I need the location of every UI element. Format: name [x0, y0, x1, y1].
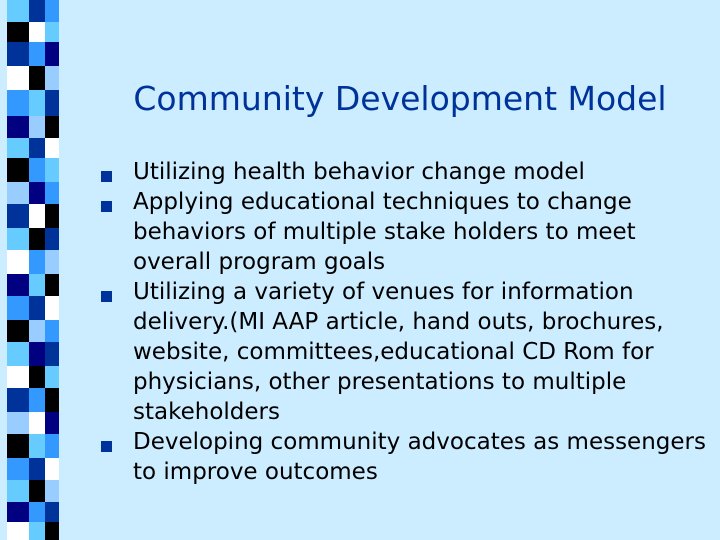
- bullet-item: [101, 277, 711, 427]
- square-bullet-icon: [101, 291, 112, 302]
- bullet-text: Applying educational techniques to change behaviors of multiple stake holders to meet overall program goals: [133, 189, 636, 275]
- bullet-list: [101, 157, 711, 487]
- square-bullet-icon: [101, 171, 112, 182]
- square-bullet-icon: [101, 201, 112, 212]
- decorative-left-strip: [0, 0, 70, 540]
- slide-title: Community Development Model: [133, 79, 667, 119]
- bullet-item: [101, 427, 711, 487]
- square-bullet-icon: [101, 441, 112, 452]
- bullet-text: Developing community advocates as messengers to improve outcomes: [133, 429, 706, 485]
- bullet-item: [101, 157, 711, 187]
- bullet-text: Utilizing health behavior change model: [133, 159, 585, 185]
- bullet-item: [101, 187, 711, 277]
- bullet-text: Utilizing a variety of venues for information delivery.(MI AAP article, hand outs, brochures, website, committees,educational CD Rom for physicians, other presentations to multiple stakeholders: [133, 279, 664, 425]
